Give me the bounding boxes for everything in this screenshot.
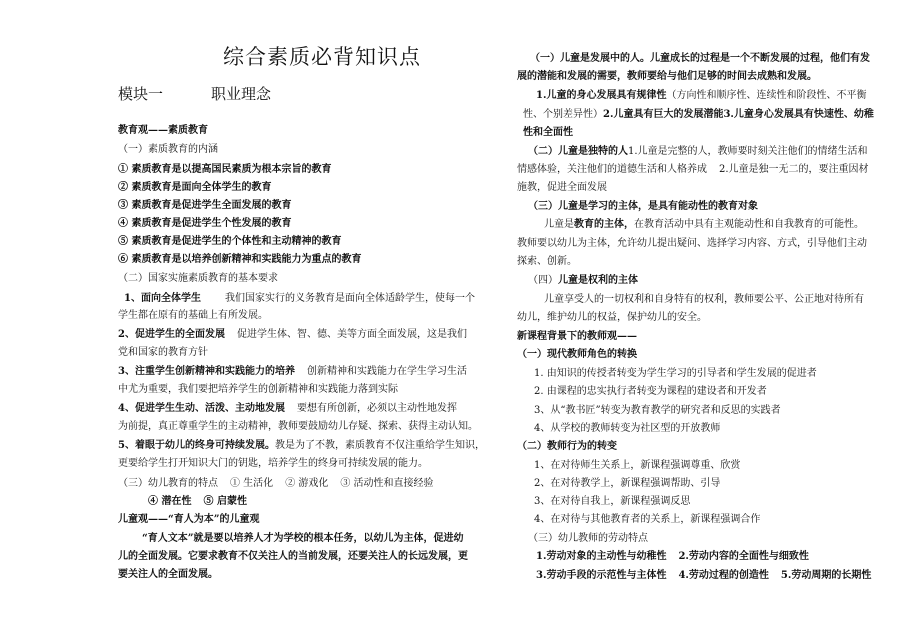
sub1-title: （一）素质教育的内涵 — [118, 144, 218, 155]
requirement-4-text: 要想有所创新，必须以主动性地发挥 — [296, 403, 457, 414]
sub3-feature: ④ 潜在性 — [148, 496, 192, 507]
section-text: 2.儿童是独一无二的，要注重因材 — [719, 164, 869, 175]
child-view-para: 儿的全面发展。它要求教育不仅关注人的当前发展，还要关注人的长远发展，更 — [118, 551, 468, 562]
requirement-2-head: 2、促进学生的全面发展 — [118, 329, 225, 340]
requirement-1 — [124, 292, 475, 306]
sub3-feature: ⑤ 启蒙性 — [203, 496, 247, 507]
requirement-5-cont: 更要给学生打开知识大门的钥匙，培养学生的终身可持续发展的能力。 — [118, 458, 428, 469]
teacher-sub2-title: （二）教师行为的转变 — [517, 441, 617, 452]
list-item: ④ 素质教育是促进学生个性发展的教育 — [118, 218, 292, 229]
module-label: 模块一 — [118, 85, 164, 103]
requirement-2-text: 促进学生体、智、德、美等方面全面发展，这是我们 — [236, 329, 467, 340]
point-text: 性、个别差异性） — [523, 109, 603, 120]
child-section-4-title — [528, 274, 638, 288]
sub3-line — [118, 477, 434, 491]
section-text: 情感体验，关注他们的道德生活和人格养成 — [517, 164, 707, 175]
requirement-4-cont: 为前提，真正尊重学生的主动精神，教师要鼓励幼儿存疑、探索、获得主动认知。 — [118, 421, 478, 432]
requirement-3-head: 3、注重学生创新精神和实践能力的培养 — [118, 366, 295, 377]
requirement-3 — [118, 365, 467, 379]
requirement-2-cont: 党和国家的教育方针 — [118, 347, 208, 358]
point-text: （方向性和顺序性、连续性和阶段性、不平衡 — [666, 90, 867, 101]
section-bold: 教育的主体， — [574, 219, 634, 230]
sub3-feature: ③ 活动性和直接经验 — [340, 478, 434, 489]
labor-feature: 4.劳动过程的创造性 — [678, 570, 769, 581]
child-section-1-text: 展的潜能和发展的需要，教师要给与他们足够的时间去成熟和发展。 — [517, 71, 817, 82]
requirement-4-head: 4、促进学生生动、活泼、主动地发展 — [118, 403, 285, 414]
child-section-4-line-1: 儿童享受人的一切权利和自身特有的权利，教师要公平、公正地对待所有 — [544, 294, 864, 305]
requirement-1-cont: 学生都在原有的基础上有所发展。 — [118, 310, 268, 321]
teacher-view-title: 新课程背景下的教师观—— — [517, 331, 637, 342]
child-section-1-point-3: 性和全面性 — [523, 127, 573, 138]
list-item: ① 素质教育是以提高国民素质为根本宗旨的教育 — [118, 164, 332, 175]
list-item: 2. 由课程的忠实执行者转变为课程的建设者和开发者 — [534, 386, 767, 397]
child-section-2-line-3: 施教，促进全面发展 — [517, 182, 607, 193]
list-item: ⑤ 素质教育是促进学生的个体性和主动精神的教育 — [118, 236, 342, 247]
child-section-1-point-2 — [523, 108, 874, 122]
list-item: 1、在对待师生关系上，新课程强调尊重、欣赏 — [534, 460, 741, 471]
child-section-1-point-1 — [536, 89, 866, 103]
list-item: 3、在对待自我上，新课程强调反思 — [534, 496, 691, 507]
point-bold: 2.儿童具有巨大的发展潜能3.儿童身心发展具有快速性、幼稚 — [603, 109, 874, 120]
module-name: 职业理念 — [211, 85, 272, 103]
requirement-3-cont: 中尤为重要，我们要把培养学生的创新精神和实践能力落到实际 — [118, 384, 398, 395]
sub3-line-2 — [148, 495, 247, 509]
requirement-4 — [118, 402, 457, 416]
list-item: ③ 素质教育是促进学生全面发展的教育 — [118, 200, 292, 211]
section-title: 儿童是权利的主体 — [558, 275, 638, 286]
list-item: 4、从学校的教师转变为社区型的开放教师 — [534, 423, 721, 434]
list-item: 4、在对待与其他教育者的关系上，新课程强调合作 — [534, 514, 761, 525]
sub2-title: （二）国家实施素质教育的基本要求 — [118, 273, 278, 284]
child-view-para: 要关注人的全面发展。 — [118, 569, 218, 580]
requirement-2 — [118, 328, 467, 342]
section-text: 1.儿童是完整的人，教师要时刻关注他们的情绪生活和 — [628, 146, 868, 157]
teacher-sub3-line-1 — [536, 550, 809, 564]
labor-feature: 5.劳动周期的长期性 — [780, 570, 872, 581]
child-section-3-line-1 — [544, 218, 864, 232]
section-edu-view: 教育观——素质教育 — [118, 125, 208, 136]
list-item: 1. 由知识的传授者转变为学生学习的引导者和学生发展的促进者 — [534, 368, 817, 379]
requirement-3-text: 创新精神和实践能力在学生学习生活 — [306, 366, 467, 377]
labor-feature: 2.劳动内容的全面性与细致性 — [678, 551, 809, 562]
child-section-3-line-2: 教师要以幼儿为主体，允许幼儿提出疑问、选择学习内容、方式，引导他们主动 — [517, 238, 867, 249]
point-bold: 1.儿童的身心发展具有规律性 — [536, 90, 667, 101]
teacher-sub3-line-2 — [536, 569, 871, 583]
child-section-3-title: （三）儿童是学习的主体，是具有能动性的教育对象 — [528, 201, 758, 212]
child-section-1-title: （一）儿童是发展中的人。儿童成长的过程是一个不断发展的过程，他们有发 — [530, 53, 870, 64]
requirement-1-head: 1、面向全体学生 — [124, 293, 201, 304]
child-view-para: “育人文本”就是要以培养人才为学校的根本任务，以幼儿为主体，促进幼 — [142, 533, 464, 544]
teacher-sub3-title: （三）幼儿教师的劳动特点 — [528, 533, 648, 544]
section-text: 在教育活动中具有主观能动性和自我教育的可能性。 — [634, 219, 864, 230]
section-title: （二）儿童是独特的人 — [528, 146, 628, 157]
labor-feature: 3.劳动手段的示范性与主体性 — [536, 570, 667, 581]
sub3-feature: ① 生活化 — [230, 478, 274, 489]
sub3-feature: ② 游戏化 — [285, 478, 329, 489]
section-text: 儿童是 — [544, 219, 574, 230]
child-section-2-line-2 — [517, 163, 869, 177]
child-section-4-line-2: 幼儿，维护幼儿的权益，保护幼儿的安全。 — [517, 312, 707, 323]
page-title: 综合素质必背知识点 — [223, 45, 421, 69]
list-item: ⑥ 素质教育是以培养创新精神和实践能力为重点的教育 — [118, 254, 362, 265]
requirement-5-text: 教是为了不教，素质教育不仅注重给学生知识， — [274, 440, 485, 451]
requirement-5-head: 5、着眼于幼儿的终身可持续发展。 — [118, 440, 275, 451]
list-item: 2、在对待教学上，新课程强调帮助、引导 — [534, 478, 721, 489]
module-heading — [118, 84, 271, 104]
list-item: ② 素质教育是面向全体学生的教育 — [118, 182, 272, 193]
requirement-5 — [118, 439, 485, 453]
list-item: 3、从“教书匠”转变为教育教学的研究者和反思的实践者 — [534, 405, 781, 416]
requirement-1-text: 我们国家实行的义务教育是面向全体适龄学生，使每一个 — [224, 293, 475, 304]
section-prefix: （四） — [528, 275, 558, 286]
labor-feature: 1.劳动对象的主动性与幼稚性 — [536, 551, 667, 562]
child-view-title: 儿童观——“育人为本”的儿童观 — [118, 514, 260, 525]
child-section-2 — [528, 145, 868, 159]
sub3-title: （三）幼儿教育的特点 — [118, 478, 218, 489]
teacher-sub1-title: （一）现代教师角色的转换 — [517, 349, 637, 360]
child-section-3-line-3: 探索、创新。 — [517, 256, 577, 267]
